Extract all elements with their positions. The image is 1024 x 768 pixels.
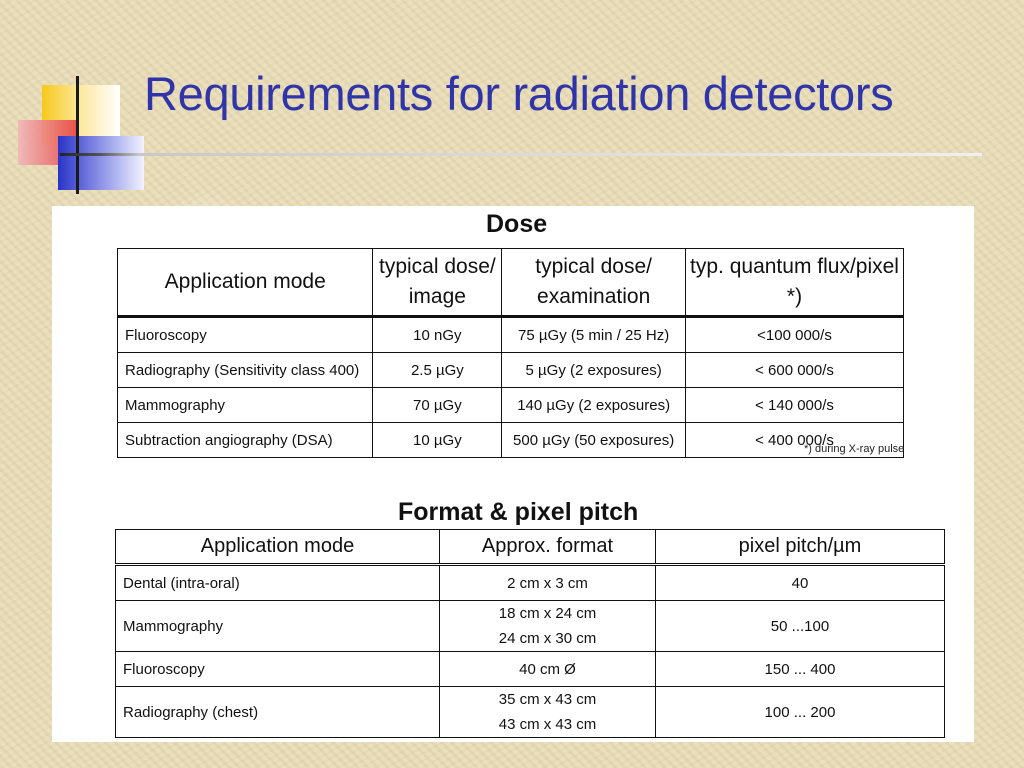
format-cell-format: 18 cm x 24 cm 24 cm x 30 cm [440, 601, 656, 652]
dose-cell-per-examination: 75 µGy (5 min / 25 Hz) [502, 317, 686, 353]
format-section-title: Format & pixel pitch [398, 498, 639, 526]
dose-cell-per-examination: 140 µGy (2 exposures) [502, 388, 686, 423]
dose-header-dose-per-examination-text: typical dose/ examination [535, 255, 652, 308]
dose-table [117, 248, 904, 458]
dose-cell-quantum-flux-with-footnote [686, 423, 904, 458]
content-image-panel [52, 206, 974, 742]
format-header-approx-format: Approx. format [440, 530, 656, 565]
dose-table-header-row [118, 249, 904, 317]
format-cell-mode: Fluoroscopy [116, 652, 440, 687]
format-cell-pixel-pitch: 100 ... 200 [656, 687, 945, 738]
table-row [116, 652, 945, 687]
format-cell-mode: Radiography (chest) [116, 687, 440, 738]
dose-cell-per-image: 10 nGy [373, 317, 502, 353]
dose-header-dose-per-image-text: typical dose/ image [379, 255, 496, 308]
table-row [116, 687, 945, 738]
dose-cell-quantum-flux: < 140 000/s [686, 388, 904, 423]
dose-header-quantum-flux [686, 249, 904, 317]
dose-header-application-mode: Application mode [118, 249, 373, 317]
dose-cell-per-image: 70 µGy [373, 388, 502, 423]
table-row [118, 388, 904, 423]
dose-cell-quantum-flux: <100 000/s [686, 317, 904, 353]
title-underline [60, 153, 982, 156]
table-row [118, 353, 904, 388]
dose-cell-mode: Fluoroscopy [118, 317, 373, 353]
decorative-vertical-line [76, 76, 79, 194]
format-cell-format: 40 cm Ø [440, 652, 656, 687]
dose-footnote: *) during X-ray pulse [804, 443, 905, 455]
dose-cell-per-image: 10 µGy [373, 423, 502, 458]
dose-header-quantum-flux-text: typ. quantum flux/pixel *) [690, 255, 899, 308]
format-cell-mode: Dental (intra-oral) [116, 565, 440, 601]
table-row [118, 423, 904, 458]
dose-section-title: Dose [486, 210, 548, 238]
format-header-application-mode: Application mode [116, 530, 440, 565]
table-row [118, 317, 904, 353]
format-cell-format: 2 cm x 3 cm [440, 565, 656, 601]
decorative-blue-square [58, 136, 144, 190]
format-cell-format: 35 cm x 43 cm 43 cm x 43 cm [440, 687, 656, 738]
dose-header-dose-per-examination [502, 249, 686, 317]
dose-cell-per-examination: 5 µGy (2 exposures) [502, 353, 686, 388]
format-cell-pixel-pitch: 150 ... 400 [656, 652, 945, 687]
format-table [115, 529, 945, 738]
slide-title: Requirements for radiation detectors [144, 67, 894, 120]
dose-cell-quantum-flux: < 600 000/s [686, 353, 904, 388]
dose-cell-quantum-flux: < 400 000/s [755, 431, 834, 449]
format-table-header-row [116, 530, 945, 565]
format-cell-pixel-pitch: 40 [656, 565, 945, 601]
dose-cell-per-examination: 500 µGy (50 exposures) [502, 423, 686, 458]
format-cell-mode: Mammography [116, 601, 440, 652]
dose-header-dose-per-image [373, 249, 502, 317]
format-header-pixel-pitch: pixel pitch/µm [656, 530, 945, 565]
dose-cell-per-image: 2.5 µGy [373, 353, 502, 388]
table-row [116, 565, 945, 601]
dose-cell-mode: Mammography [118, 388, 373, 423]
dose-cell-mode: Radiography (Sensitivity class 400) [118, 353, 373, 388]
table-row [116, 601, 945, 652]
format-cell-pixel-pitch: 50 ...100 [656, 601, 945, 652]
dose-cell-mode: Subtraction angiography (DSA) [118, 423, 373, 458]
